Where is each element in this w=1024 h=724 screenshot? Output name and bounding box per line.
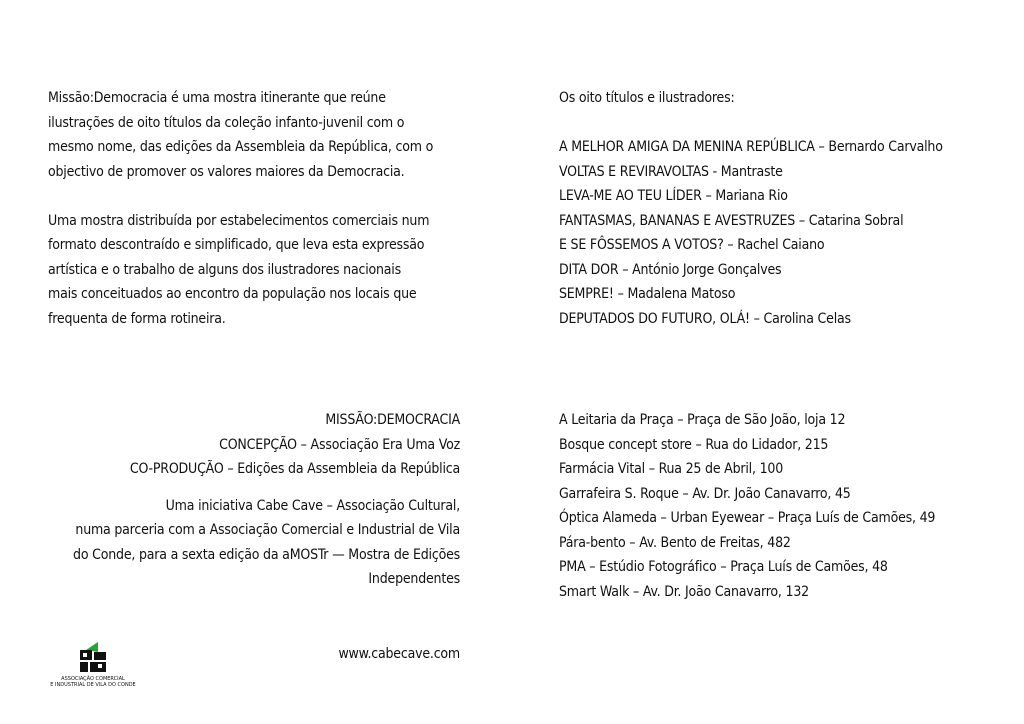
initiative-line: Uma iniciativa Cabe Cave – Associação Cultural,	[165, 497, 460, 514]
title-item: VOLTAS E REVIRAVOLTAS - Mantraste	[559, 163, 783, 180]
title-item: DEPUTADOS DO FUTURO, OLÁ! – Carolina Celas	[559, 310, 851, 327]
venue-item: Bosque concept store – Rua do Lidador, 215	[559, 436, 829, 453]
intro-p2-line: frequenta de forma rotineira.	[48, 310, 226, 327]
initiative-line: do Conde, para a sexta edição da aMOSTr — Mostra de Edições	[73, 546, 460, 563]
credits-conception: CONCEPÇÃO – Associação Era Uma Voz	[219, 436, 460, 453]
association-logo-icon	[76, 640, 110, 674]
association-logo-caption	[48, 676, 138, 688]
titles-list	[559, 86, 999, 331]
credits-title: MISSÃO:DEMOCRACIA	[325, 412, 460, 428]
title-item: SEMPRE! – Madalena Matoso	[559, 286, 736, 302]
intro-p1-line: Missão:Democracia é uma mostra itinerante que reúne	[48, 90, 386, 106]
intro-p2-line: artística e o trabalho de alguns dos ilustradores nacionais	[48, 261, 401, 278]
initiative-line: Independentes	[368, 571, 460, 587]
intro-paragraph-1	[48, 86, 468, 184]
credits-initiative	[48, 494, 460, 592]
website-link[interactable]: www.cabecave.com	[338, 646, 460, 662]
venue-item: Óptica Alameda – Urban Eyewear – Praça Luís de Camões, 49	[559, 510, 936, 526]
title-item: FANTASMAS, BANANAS E AVESTRUZES – Catarina Sobral	[559, 212, 904, 229]
venue-item: Garrafeira S. Roque – Av. Dr. João Canavarro, 45	[559, 485, 851, 502]
venues-list	[559, 408, 999, 604]
credits-coproduction: CO-PRODUÇÃO – Edições da Assembleia da República	[129, 461, 460, 477]
title-item: A MELHOR AMIGA DA MENINA REPÚBLICA – Bernardo Carvalho	[559, 139, 943, 155]
title-item: E SE FÔSSEMOS A VOTOS? – Rachel Caiano	[559, 237, 825, 253]
logo-caption-line: E INDUSTRIAL DE VILA DO CONDE	[50, 682, 136, 688]
venue-item: Pára-bento – Av. Bento de Freitas, 482	[559, 534, 791, 551]
titles-heading: Os oito títulos e ilustradores:	[559, 90, 735, 106]
venue-item: Farmácia Vital – Rua 25 de Abril, 100	[559, 461, 784, 477]
association-logo	[48, 640, 138, 690]
intro-p2-line: mais conceituados ao encontro da população nos locais que	[48, 286, 417, 302]
initiative-line: numa parceria com a Associação Comercial e Industrial de Vila	[75, 522, 460, 538]
title-item: DITA DOR – António Jorge Gonçalves	[559, 261, 782, 278]
venue-item: A Leitaria da Praça – Praça de São João, loja 12	[559, 412, 846, 428]
intro-p2-line: formato descontraído e simplificado, que leva esta expressão	[48, 237, 425, 253]
venue-item: Smart Walk – Av. Dr. João Canavarro, 132	[559, 583, 809, 600]
intro-paragraph-2	[48, 209, 468, 332]
intro-text	[48, 86, 468, 331]
intro-p2-line: Uma mostra distribuída por estabelecimentos comerciais num	[48, 212, 430, 229]
title-item: LEVA-ME AO TEU LÍDER – Mariana Rio	[559, 188, 788, 204]
intro-p1-line: ilustrações de oito títulos da coleção infanto-juvenil com o	[48, 114, 405, 131]
logo-caption-line: ASSOCIAÇÃO COMERCIAL	[61, 676, 125, 682]
intro-p1-line: mesmo nome, das edições da Assembleia da República, com o	[48, 139, 434, 155]
intro-p1-line: objectivo de promover os valores maiores da Democracia.	[48, 163, 405, 180]
venue-item: PMA – Estúdio Fotográfico – Praça Luís de Camões, 48	[559, 559, 888, 575]
credits-block	[48, 408, 460, 592]
